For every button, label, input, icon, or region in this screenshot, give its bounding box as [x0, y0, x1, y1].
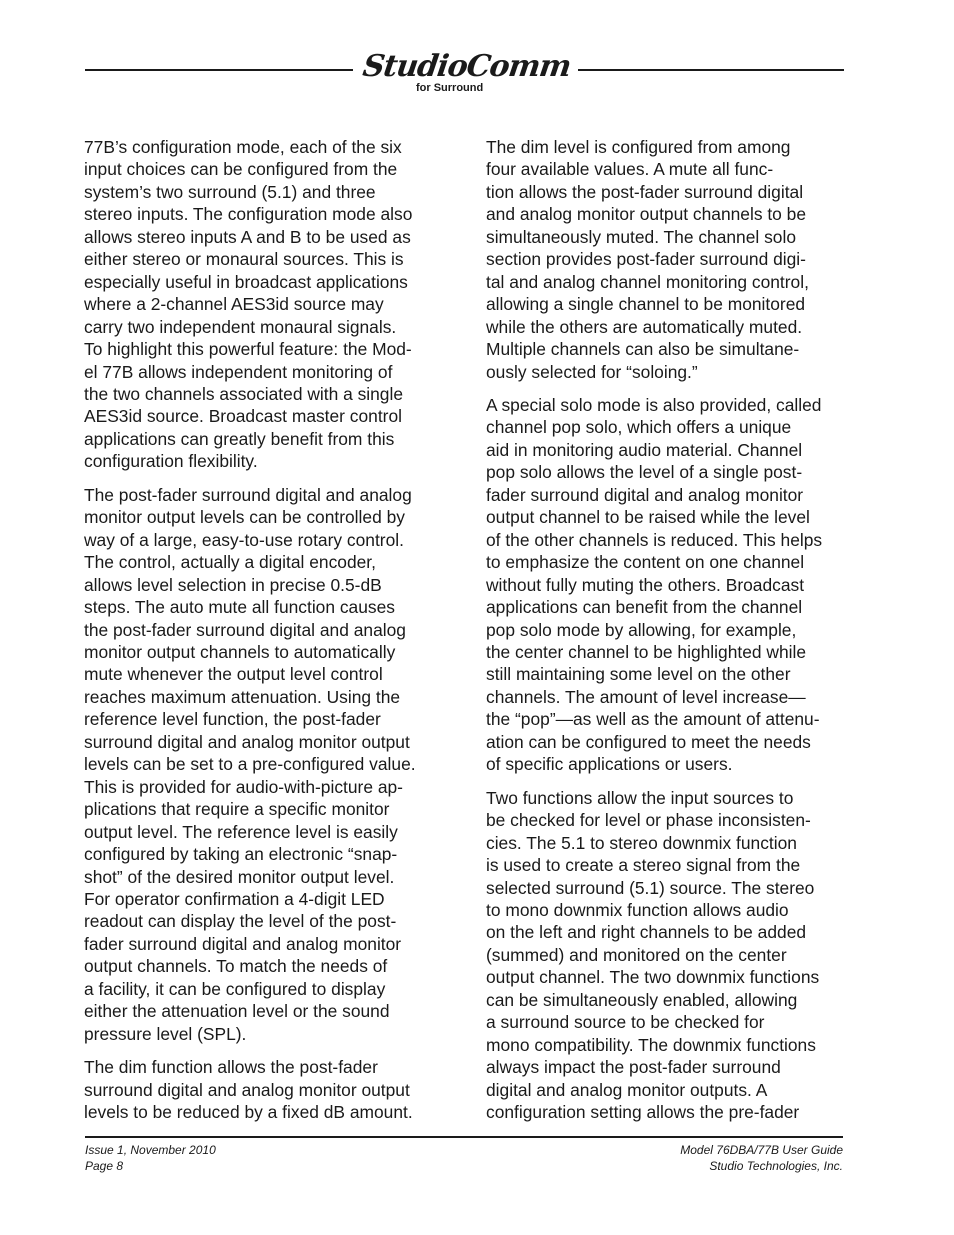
- text-line: allows level selection in precise 0.5-dB: [84, 574, 382, 595]
- studiocomm-logo: [356, 50, 578, 98]
- text-line: output level. The reference level is easily: [84, 821, 398, 842]
- text-line: channels. The amount of level increase—: [486, 686, 806, 707]
- text-line: AES3id source. Broadcast master control: [84, 406, 403, 427]
- text-line: output channel to be raised while the level: [486, 507, 810, 528]
- text-line: mute whenever the output level control: [84, 664, 383, 685]
- text-line: of the other channels is reduced. This helps: [486, 529, 823, 550]
- text-line: can be simultaneously enabled, allowing: [486, 989, 798, 1010]
- text-line: shot” of the desired monitor output level.: [84, 866, 395, 887]
- text-line: The dim level is configured from among: [486, 137, 791, 157]
- text-line: monitor output levels can be controlled by: [84, 507, 405, 528]
- text-line: four available values. A mute all func-: [486, 159, 774, 180]
- text-line: tion allows the post-fader surround digital: [486, 181, 804, 202]
- text-line: carry two independent monaural signals.: [84, 316, 397, 337]
- text-line: either the attenuation level or the sound: [84, 1001, 390, 1022]
- text-line: ation can be configured to meet the needs: [486, 731, 811, 752]
- text-line: This is provided for audio-with-picture ap-: [84, 776, 403, 797]
- text-line: reference level function, the post-fader: [84, 709, 381, 730]
- text-line: section provides post-fader surround digi-: [486, 249, 806, 270]
- text-line: pop solo allows the level of a single post-: [486, 462, 803, 483]
- text-line: A special solo mode is also provided, called: [486, 394, 822, 415]
- text-line: 77B’s configuration mode, each of the six: [84, 137, 402, 157]
- text-line: on the left and right channels to be added: [486, 922, 807, 943]
- text-line: selected surround (5.1) source. The stereo: [486, 877, 815, 898]
- text-line: ously selected for “soloing.”: [486, 361, 698, 382]
- logo-wordmark: StudioComm: [361, 49, 574, 84]
- text-line: The dim function allows the post-fader: [84, 1057, 378, 1078]
- text-line: aid in monitoring audio material. Channel: [486, 439, 803, 460]
- text-line: surround digital and analog monitor output: [84, 1079, 410, 1100]
- paragraph: [486, 787, 851, 1124]
- text-line: still maintaining some level on the other: [486, 664, 791, 685]
- left-text-column: [84, 136, 444, 1134]
- text-line: The post-fader surround digital and analog: [84, 484, 412, 505]
- footer-company: Studio Technologies, Inc.: [709, 1159, 843, 1173]
- text-line: monitor output channels to automatically: [84, 641, 396, 662]
- paragraph: [84, 136, 444, 473]
- text-line: especially useful in broadcast applications: [84, 271, 408, 292]
- text-line: surround digital and analog monitor output: [84, 731, 410, 752]
- text-line: pop solo mode by allowing, for example,: [486, 619, 797, 640]
- paragraph: [84, 1056, 444, 1123]
- text-line: simultaneously muted. The channel solo: [486, 226, 796, 247]
- text-line: allowing a single channel to be monitored: [486, 294, 806, 315]
- text-line: fader surround digital and analog monitor: [486, 484, 804, 505]
- text-line: without fully muting the others. Broadcast: [486, 574, 805, 595]
- text-line: allows stereo inputs A and B to be used as: [84, 226, 411, 247]
- footer-issue: Issue 1, November 2010: [85, 1143, 216, 1157]
- text-line: el 77B allows independent monitoring of: [84, 361, 393, 382]
- footer-right: [680, 1142, 843, 1174]
- text-line: the post-fader surround digital and analog: [84, 619, 406, 640]
- text-line: to mono downmix function allows audio: [486, 899, 789, 920]
- footer-guide-title: Model 76DBA/77B User Guide: [680, 1143, 843, 1157]
- text-line: and analog monitor output channels to be: [486, 204, 807, 225]
- text-line: configuration setting allows the pre-fader: [486, 1102, 800, 1123]
- text-line: levels to be reduced by a fixed dB amount.: [84, 1102, 413, 1123]
- text-line: pressure level (SPL).: [84, 1023, 247, 1044]
- text-line: For operator confirmation a 4-digit LED: [84, 888, 385, 909]
- text-line: configured by taking an electronic “snap-: [84, 844, 398, 865]
- footer-page-number: Page 8: [85, 1159, 124, 1173]
- text-line: where a 2-channel AES3id source may: [84, 294, 384, 315]
- text-line: digital and analog monitor outputs. A: [486, 1079, 768, 1100]
- text-line: the two channels associated with a single: [84, 383, 404, 404]
- text-line: readout can display the level of the post-: [84, 911, 397, 932]
- text-line: way of a large, easy-to-use rotary control.: [84, 529, 404, 550]
- text-line: output channel. The two downmix functions: [486, 967, 820, 988]
- text-line: system’s two surround (5.1) and three: [84, 181, 376, 202]
- text-line: either stereo or monaural sources. This is: [84, 249, 404, 270]
- text-line: configuration flexibility.: [84, 451, 258, 472]
- text-line: output channels. To match the needs of: [84, 956, 388, 977]
- right-text-column: [486, 136, 851, 1134]
- text-line: channel pop solo, which offers a unique: [486, 417, 792, 438]
- text-line: (summed) and monitored on the center: [486, 944, 787, 965]
- header-rule-right: [578, 69, 844, 71]
- text-line: Two functions allow the input sources to: [486, 787, 794, 808]
- footer-left: [85, 1142, 216, 1174]
- footer-rule: [85, 1136, 843, 1138]
- text-line: fader surround digital and analog monitor: [84, 933, 402, 954]
- text-line: To highlight this powerful feature: the Mod-: [84, 339, 412, 360]
- text-line: cies. The 5.1 to stereo downmix function: [486, 832, 797, 853]
- text-line: applications can benefit from the channel: [486, 597, 803, 618]
- text-line: is used to create a stereo signal from the: [486, 855, 801, 876]
- text-line: tal and analog channel monitoring control,: [486, 271, 809, 292]
- text-line: levels can be set to a pre-configured value.: [84, 754, 416, 775]
- text-line: input choices can be configured from the: [84, 159, 398, 180]
- text-line: be checked for level or phase inconsisten-: [486, 810, 811, 831]
- text-line: while the others are automatically muted.: [486, 316, 803, 337]
- header-rule-left: [85, 69, 353, 71]
- paragraph: [84, 484, 444, 1045]
- logo-subtitle: for Surround: [416, 82, 484, 94]
- text-line: reaches maximum attenuation. Using the: [84, 686, 401, 707]
- text-line: steps. The auto mute all function causes: [84, 597, 395, 618]
- paragraph: [486, 136, 851, 383]
- text-line: of specific applications or users.: [486, 754, 733, 775]
- text-line: a facility, it can be configured to display: [84, 978, 386, 999]
- paragraph: [486, 394, 851, 776]
- text-line: to emphasize the content on one channel: [486, 552, 805, 573]
- text-line: plications that require a specific monitor: [84, 799, 390, 820]
- text-line: The control, actually a digital encoder,: [84, 552, 376, 573]
- text-line: a surround source to be checked for: [486, 1012, 765, 1033]
- text-line: the center channel to be highlighted while: [486, 641, 807, 662]
- text-line: applications can greatly benefit from this: [84, 428, 395, 449]
- text-line: always impact the post-fader surround: [486, 1057, 781, 1078]
- text-line: the “pop”—as well as the amount of attenu-: [486, 709, 820, 730]
- text-line: Multiple channels can also be simultane-: [486, 339, 800, 360]
- text-line: mono compatibility. The downmix functions: [486, 1034, 816, 1055]
- text-line: stereo inputs. The configuration mode also: [84, 204, 413, 225]
